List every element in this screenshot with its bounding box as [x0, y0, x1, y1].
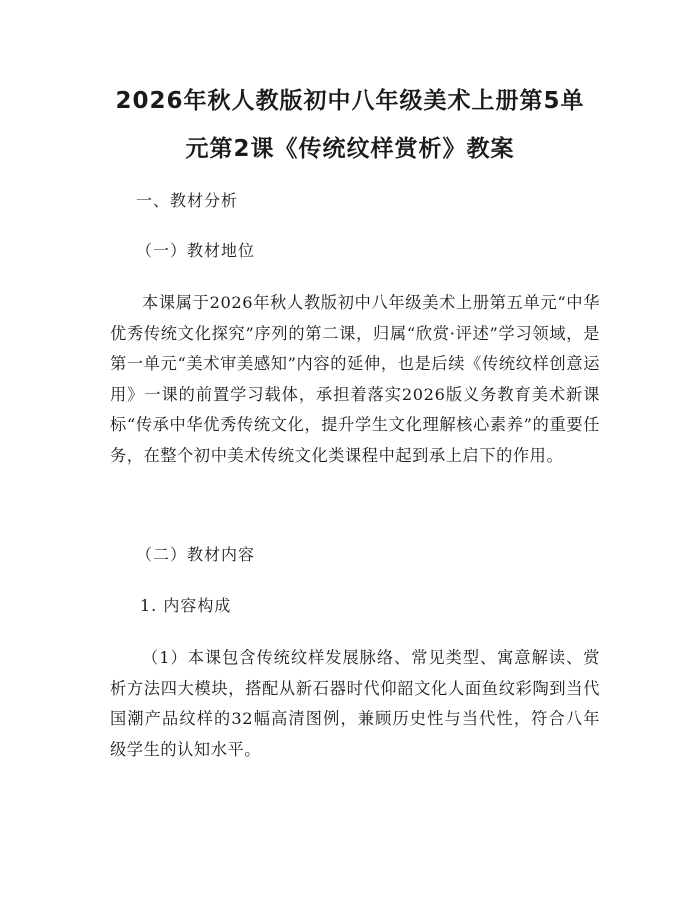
subheading-textbook-content: （二）教材内容: [136, 545, 256, 564]
section-heading-textbook-analysis: 一、教材分析: [136, 191, 239, 210]
list-item-content-structure: 1. 内容构成: [140, 596, 232, 615]
paragraph-content-structure: （1）本课包含传统纹样发展脉络、常见类型、寓意解读、赏析方法四大模块，搭配从新石器时代仰韶文化人面鱼纹彩陶到当代国潮产品纹样的32幅高清图例，兼顾历史性与当代性，符合八年级学生的认知水平。: [110, 648, 600, 759]
paragraph-textbook-position: 本课属于2026年秋人教版初中八年级美术上册第五单元“中华优秀传统文化探究”序列的第二课，归属“欣赏·评述”学习领域，是第一单元“美术审美感知”内容的延伸，也是后续《传统纹样创意运用》一课的前置学习载体，承担着落实2026版义务教育美术新课标“传承中华优秀传统文化，提升学生文化理解核心素养”的重要任务，在整个初中美术传统文化类课程中起到承上启下的作用。: [110, 293, 600, 465]
document-title-line-1: 2026年秋人教版初中八年级美术上册第5单: [115, 88, 585, 114]
document-title-line-2: 元第2课《传统纹样赏析》教案: [185, 136, 515, 162]
subheading-textbook-position: （一）教材地位: [136, 241, 256, 260]
